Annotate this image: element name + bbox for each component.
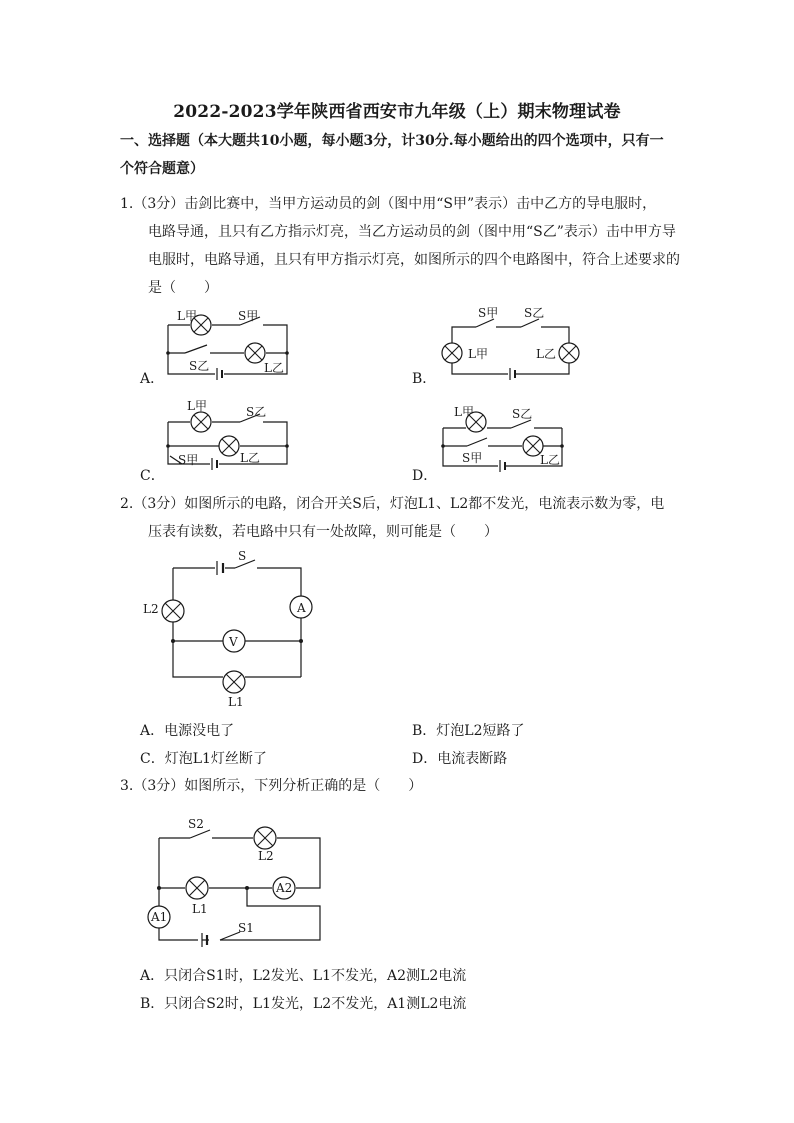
q1-option-b-circuit	[438, 305, 588, 385]
question-line: 电服时，电路导通，且只有甲方指示灯亮，如图所示的四个电路图中，符合上述要求的	[148, 252, 680, 268]
lamp-icon	[186, 877, 208, 899]
svg-text:L甲: L甲	[187, 399, 207, 413]
svg-text:A: A	[297, 601, 306, 615]
svg-text:S甲: S甲	[238, 309, 259, 323]
lamp-icon	[191, 412, 211, 432]
question-line: 3.（3分）如图所示，下列分析正确的是（ ）	[120, 778, 423, 794]
q1-option-d-circuit	[438, 402, 588, 482]
question-line: 1.（3分）击剑比赛中，当甲方运动员的剑（图中用“S甲”表示）击中乙方的导电服时，	[120, 196, 657, 212]
lamp-icon	[254, 827, 276, 849]
lamp-icon	[223, 671, 245, 693]
q1-option-b-letter[interactable]: B．	[412, 371, 437, 387]
q1-option-a-letter[interactable]: A．	[140, 371, 165, 387]
lamp-icon	[245, 343, 265, 363]
question-line: 电路导通，且只有乙方指示灯亮，当乙方运动员的剑（图中用“S乙”表示）击中甲方导	[148, 224, 676, 240]
question-3-stem	[120, 772, 680, 800]
q2-circuit	[135, 548, 335, 713]
svg-text:L乙: L乙	[240, 451, 260, 465]
svg-text:L甲: L甲	[454, 405, 474, 419]
lamp-icon	[162, 600, 184, 622]
question-1-stem	[120, 190, 680, 302]
svg-text:S甲: S甲	[478, 306, 499, 320]
q3-circuit	[140, 810, 340, 960]
lamp-icon	[442, 343, 462, 363]
svg-text:S乙: S乙	[189, 359, 210, 373]
q3-option-b[interactable]: B．只闭合S2时，L1发光，L2不发光，A1测L2电流	[140, 996, 467, 1012]
svg-text:L甲: L甲	[468, 347, 488, 361]
svg-text:A2: A2	[276, 881, 293, 895]
q2-option-d[interactable]: D．电流表断路	[412, 751, 508, 767]
question-line: 2.（3分）如图所示的电路，闭合开关S后，灯泡L1、L2都不发光，电流表示数为零，电	[120, 496, 665, 512]
svg-text:V: V	[229, 635, 238, 649]
q1-option-c-letter[interactable]: C．	[140, 468, 165, 484]
q2-option-a[interactable]: A．电源没电了	[140, 723, 235, 739]
svg-text:S甲: S甲	[462, 451, 483, 465]
svg-text:L2: L2	[258, 849, 274, 863]
question-line: 是（ ）	[148, 280, 218, 296]
svg-text:L乙: L乙	[536, 347, 556, 361]
svg-text:S1: S1	[238, 921, 254, 935]
svg-text:L乙: L乙	[540, 453, 560, 467]
lamp-icon	[219, 436, 239, 456]
lamp-icon	[559, 343, 579, 363]
q1-option-c-circuit	[160, 398, 300, 478]
svg-text:S乙: S乙	[524, 306, 545, 320]
q2-option-c[interactable]: C．灯泡L1灯丝断了	[140, 751, 267, 767]
q1-option-d-letter[interactable]: D．	[412, 468, 438, 484]
q1-option-a-circuit	[160, 308, 300, 388]
page-title: 2022-2023学年陕西省西安市九年级（上）期末物理试卷	[173, 102, 621, 122]
question-2-stem	[120, 490, 680, 546]
svg-text:A1: A1	[151, 910, 168, 924]
svg-text:L乙: L乙	[264, 361, 284, 375]
svg-text:L1: L1	[228, 695, 244, 709]
q3-option-a[interactable]: A．只闭合S1时，L2发光、L1不发光，A2测L2电流	[140, 968, 467, 984]
svg-text:S: S	[238, 549, 247, 563]
svg-text:L2: L2	[143, 602, 159, 616]
section-heading-line: 个符合题意）	[120, 161, 204, 177]
svg-text:S乙: S乙	[246, 405, 267, 419]
q2-option-b[interactable]: B．灯泡L2短路了	[412, 723, 525, 739]
question-line: 压表有读数，若电路中只有一处故障，则可能是（ ）	[148, 524, 498, 540]
section-heading	[120, 127, 680, 183]
svg-text:S甲: S甲	[178, 453, 199, 467]
svg-text:L甲: L甲	[177, 309, 197, 323]
svg-text:S2: S2	[188, 817, 204, 831]
section-heading-line: 一、选择题（本大题共10小题，每小题3分，计30分.每小题给出的四个选项中，只有一	[120, 133, 664, 149]
svg-text:L1: L1	[192, 902, 208, 916]
svg-text:S乙: S乙	[512, 407, 533, 421]
